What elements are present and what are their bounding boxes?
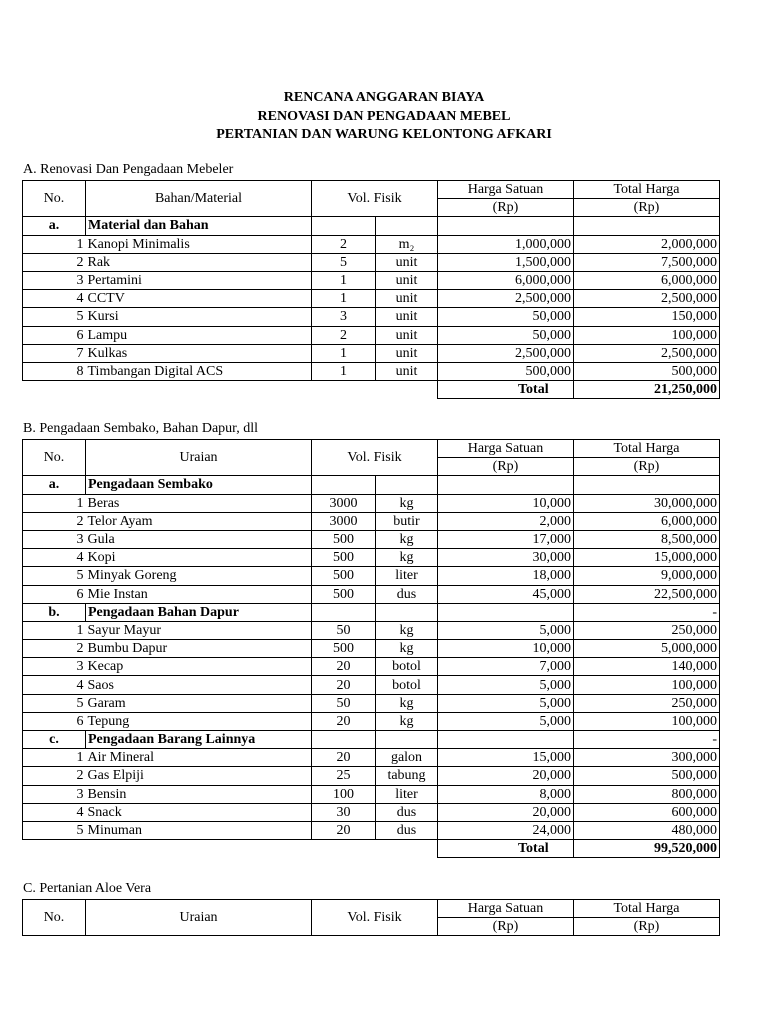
item-unit-price: 18,000 bbox=[438, 567, 574, 585]
item-unit-price: 17,000 bbox=[438, 530, 574, 548]
item-unit: tabung bbox=[376, 767, 438, 785]
item-no: 2 bbox=[23, 512, 86, 530]
item-unit-price: 7,000 bbox=[438, 658, 574, 676]
item-no: 1 bbox=[23, 749, 86, 767]
item-unit: unit bbox=[376, 344, 438, 362]
col-header-total: Total Harga bbox=[574, 181, 720, 199]
item-volume: 1 bbox=[312, 271, 376, 289]
group-subtotal bbox=[574, 217, 720, 235]
item-unit-price: 5,000 bbox=[438, 676, 574, 694]
empty-cell bbox=[312, 476, 376, 494]
item-volume: 100 bbox=[312, 785, 376, 803]
item-unit-price: 50,000 bbox=[438, 308, 574, 326]
item-total-price: 100,000 bbox=[574, 712, 720, 730]
item-total-price: 250,000 bbox=[574, 621, 720, 639]
col-header-no: No. bbox=[23, 440, 86, 476]
item-volume: 5 bbox=[312, 253, 376, 271]
item-volume: 500 bbox=[312, 567, 376, 585]
item-name: Kecap bbox=[86, 658, 312, 676]
col-header-vol: Vol. Fisik bbox=[312, 181, 438, 217]
grand-total: 99,520,000 bbox=[574, 840, 720, 858]
item-name: Lampu bbox=[86, 326, 312, 344]
table-row bbox=[23, 712, 720, 730]
item-no: 1 bbox=[23, 621, 86, 639]
item-unit-price: 2,500,000 bbox=[438, 290, 574, 308]
item-volume: 500 bbox=[312, 549, 376, 567]
section-a-title: A. Renovasi Dan Pengadaan Mebeler bbox=[23, 162, 234, 177]
empty-cell bbox=[438, 476, 574, 494]
item-volume: 2 bbox=[312, 235, 376, 253]
item-unit-price: 6,000,000 bbox=[438, 271, 574, 289]
item-unit: unit bbox=[376, 290, 438, 308]
table-row bbox=[23, 494, 720, 512]
item-unit: unit bbox=[376, 326, 438, 344]
item-unit-price: 1,500,000 bbox=[438, 253, 574, 271]
group-row bbox=[23, 217, 720, 235]
item-no: 3 bbox=[23, 658, 86, 676]
item-unit-price: 15,000 bbox=[438, 749, 574, 767]
item-unit: butir bbox=[376, 512, 438, 530]
total-label: Total bbox=[438, 381, 574, 399]
item-total-price: 300,000 bbox=[574, 749, 720, 767]
item-name: Kulkas bbox=[86, 344, 312, 362]
item-unit: dus bbox=[376, 803, 438, 821]
item-name: Snack bbox=[86, 803, 312, 821]
col-header-price: Harga Satuan bbox=[438, 440, 574, 458]
item-no: 5 bbox=[23, 694, 86, 712]
item-unit: kg bbox=[376, 530, 438, 548]
table-row bbox=[23, 253, 720, 271]
item-total-price: 5,000,000 bbox=[574, 640, 720, 658]
item-volume: 20 bbox=[312, 749, 376, 767]
item-volume: 3000 bbox=[312, 494, 376, 512]
item-name: Kopi bbox=[86, 549, 312, 567]
col-header-price: Harga Satuan bbox=[438, 900, 574, 918]
col-header-price-unit: (Rp) bbox=[438, 918, 574, 936]
item-volume: 3000 bbox=[312, 512, 376, 530]
section-c-table bbox=[22, 899, 720, 936]
item-volume: 20 bbox=[312, 658, 376, 676]
item-volume: 500 bbox=[312, 640, 376, 658]
group-name: Pengadaan Bahan Dapur bbox=[86, 603, 312, 621]
group-row bbox=[23, 603, 720, 621]
item-unit: liter bbox=[376, 785, 438, 803]
group-subtotal: - bbox=[574, 603, 720, 621]
col-header-total: Total Harga bbox=[574, 900, 720, 918]
table-row bbox=[23, 326, 720, 344]
item-unit: unit bbox=[376, 362, 438, 380]
header-row bbox=[23, 440, 720, 458]
table-row bbox=[23, 549, 720, 567]
empty-cell bbox=[23, 381, 438, 399]
table-row bbox=[23, 676, 720, 694]
col-header-material: Bahan/Material bbox=[86, 181, 312, 217]
empty-cell bbox=[376, 217, 438, 235]
group-name: Pengadaan Barang Lainnya bbox=[86, 731, 312, 749]
item-volume: 50 bbox=[312, 694, 376, 712]
item-unit-price: 500,000 bbox=[438, 362, 574, 380]
item-unit: dus bbox=[376, 821, 438, 839]
item-total-price: 9,000,000 bbox=[574, 567, 720, 585]
group-code: a. bbox=[23, 217, 86, 235]
item-total-price: 500,000 bbox=[574, 362, 720, 380]
col-header-total-unit: (Rp) bbox=[574, 199, 720, 217]
document-title bbox=[0, 89, 768, 145]
table-row bbox=[23, 512, 720, 530]
item-no: 5 bbox=[23, 567, 86, 585]
item-unit: kg bbox=[376, 712, 438, 730]
empty-cell bbox=[376, 476, 438, 494]
total-label: Total bbox=[438, 840, 574, 858]
item-volume: 3 bbox=[312, 308, 376, 326]
item-no: 4 bbox=[23, 676, 86, 694]
item-name: Gas Elpiji bbox=[86, 767, 312, 785]
item-unit: botol bbox=[376, 676, 438, 694]
item-unit: kg bbox=[376, 640, 438, 658]
group-row bbox=[23, 731, 720, 749]
item-unit-price: 24,000 bbox=[438, 821, 574, 839]
table-row bbox=[23, 290, 720, 308]
item-name: Kursi bbox=[86, 308, 312, 326]
item-name: Bumbu Dapur bbox=[86, 640, 312, 658]
item-total-price: 150,000 bbox=[574, 308, 720, 326]
title-line-2: RENOVASI DAN PENGADAAN MEBEL bbox=[257, 108, 511, 124]
table-row bbox=[23, 821, 720, 839]
item-unit-price: 2,000 bbox=[438, 512, 574, 530]
col-header-no: No. bbox=[23, 900, 86, 936]
item-total-price: 22,500,000 bbox=[574, 585, 720, 603]
col-header-price-unit: (Rp) bbox=[438, 199, 574, 217]
section-c-title: C. Pertanian Aloe Vera bbox=[23, 881, 152, 896]
col-header-uraian: Uraian bbox=[86, 440, 312, 476]
col-header-no: No. bbox=[23, 181, 86, 217]
item-volume: 20 bbox=[312, 821, 376, 839]
item-name: Rak bbox=[86, 253, 312, 271]
item-no: 3 bbox=[23, 530, 86, 548]
item-name: Timbangan Digital ACS bbox=[86, 362, 312, 380]
item-unit-price: 45,000 bbox=[438, 585, 574, 603]
item-name: CCTV bbox=[86, 290, 312, 308]
item-unit: kg bbox=[376, 694, 438, 712]
table-row bbox=[23, 785, 720, 803]
table-row bbox=[23, 640, 720, 658]
group-name: Material dan Bahan bbox=[86, 217, 312, 235]
total-row bbox=[23, 840, 720, 858]
col-header-uraian: Uraian bbox=[86, 900, 312, 936]
empty-cell bbox=[438, 603, 574, 621]
table-row bbox=[23, 235, 720, 253]
item-no: 1 bbox=[23, 235, 86, 253]
item-name: Gula bbox=[86, 530, 312, 548]
item-no: 5 bbox=[23, 821, 86, 839]
table-row bbox=[23, 803, 720, 821]
item-total-price: 250,000 bbox=[574, 694, 720, 712]
item-no: 8 bbox=[23, 362, 86, 380]
empty-cell bbox=[23, 840, 438, 858]
table-row bbox=[23, 567, 720, 585]
section-a-body bbox=[23, 181, 720, 399]
col-header-price: Harga Satuan bbox=[438, 181, 574, 199]
item-total-price: 15,000,000 bbox=[574, 549, 720, 567]
item-unit: unit bbox=[376, 271, 438, 289]
item-unit: dus bbox=[376, 585, 438, 603]
item-unit: galon bbox=[376, 749, 438, 767]
item-name: Beras bbox=[86, 494, 312, 512]
table-row bbox=[23, 530, 720, 548]
item-name: Saos bbox=[86, 676, 312, 694]
table-row bbox=[23, 694, 720, 712]
item-total-price: 6,000,000 bbox=[574, 512, 720, 530]
item-volume: 2 bbox=[312, 326, 376, 344]
item-total-price: 2,500,000 bbox=[574, 290, 720, 308]
table-row bbox=[23, 362, 720, 380]
item-unit-price: 5,000 bbox=[438, 621, 574, 639]
item-name: Minuman bbox=[86, 821, 312, 839]
item-no: 6 bbox=[23, 326, 86, 344]
col-header-price-unit: (Rp) bbox=[438, 458, 574, 476]
item-unit-price: 5,000 bbox=[438, 712, 574, 730]
item-name: Minyak Goreng bbox=[86, 567, 312, 585]
item-volume: 1 bbox=[312, 362, 376, 380]
item-no: 5 bbox=[23, 308, 86, 326]
item-name: Air Mineral bbox=[86, 749, 312, 767]
table-row bbox=[23, 767, 720, 785]
item-unit-price: 20,000 bbox=[438, 767, 574, 785]
item-unit-price: 5,000 bbox=[438, 694, 574, 712]
item-total-price: 100,000 bbox=[574, 676, 720, 694]
item-volume: 20 bbox=[312, 676, 376, 694]
title-line-1: RENCANA ANGGARAN BIAYA bbox=[283, 90, 485, 105]
item-unit-price: 8,000 bbox=[438, 785, 574, 803]
table-row bbox=[23, 658, 720, 676]
item-unit-price: 50,000 bbox=[438, 326, 574, 344]
item-no: 2 bbox=[23, 767, 86, 785]
empty-cell bbox=[376, 603, 438, 621]
header-row bbox=[23, 900, 720, 918]
col-header-vol: Vol. Fisik bbox=[312, 440, 438, 476]
item-name: Sayur Mayur bbox=[86, 621, 312, 639]
group-name: Pengadaan Sembako bbox=[86, 476, 312, 494]
item-total-price: 2,500,000 bbox=[574, 344, 720, 362]
table-row bbox=[23, 621, 720, 639]
group-code: b. bbox=[23, 603, 86, 621]
item-total-price: 140,000 bbox=[574, 658, 720, 676]
section-a-table bbox=[22, 180, 720, 399]
item-no: 6 bbox=[23, 712, 86, 730]
item-no: 6 bbox=[23, 585, 86, 603]
item-unit: unit bbox=[376, 253, 438, 271]
item-volume: 1 bbox=[312, 344, 376, 362]
item-total-price: 7,500,000 bbox=[574, 253, 720, 271]
col-header-total-unit: (Rp) bbox=[574, 458, 720, 476]
section-b-title: B. Pengadaan Sembako, Bahan Dapur, dll bbox=[23, 421, 259, 436]
item-name: Bensin bbox=[86, 785, 312, 803]
section-b-table bbox=[22, 439, 720, 858]
item-volume: 1 bbox=[312, 290, 376, 308]
group-subtotal: - bbox=[574, 731, 720, 749]
item-volume: 500 bbox=[312, 530, 376, 548]
item-total-price: 800,000 bbox=[574, 785, 720, 803]
table-row bbox=[23, 585, 720, 603]
item-unit-price: 10,000 bbox=[438, 494, 574, 512]
title-line-3: PERTANIAN DAN WARUNG KELONTONG AFKARI bbox=[216, 127, 552, 142]
item-unit: kg bbox=[376, 621, 438, 639]
item-unit-price: 1,000,000 bbox=[438, 235, 574, 253]
item-unit-price: 10,000 bbox=[438, 640, 574, 658]
item-no: 3 bbox=[23, 271, 86, 289]
item-unit-price: 20,000 bbox=[438, 803, 574, 821]
item-total-price: 600,000 bbox=[574, 803, 720, 821]
item-unit: unit bbox=[376, 308, 438, 326]
table-row bbox=[23, 271, 720, 289]
item-no: 1 bbox=[23, 494, 86, 512]
item-unit: kg bbox=[376, 494, 438, 512]
header-row bbox=[23, 181, 720, 199]
section-b-body bbox=[23, 440, 720, 858]
item-total-price: 2,000,000 bbox=[574, 235, 720, 253]
item-name: Tepung bbox=[86, 712, 312, 730]
item-total-price: 500,000 bbox=[574, 767, 720, 785]
col-header-total-unit: (Rp) bbox=[574, 918, 720, 936]
item-name: Garam bbox=[86, 694, 312, 712]
item-volume: 500 bbox=[312, 585, 376, 603]
item-name: Pertamini bbox=[86, 271, 312, 289]
empty-cell bbox=[438, 217, 574, 235]
item-unit: kg bbox=[376, 549, 438, 567]
empty-cell bbox=[312, 603, 376, 621]
table-row bbox=[23, 749, 720, 767]
col-header-total: Total Harga bbox=[574, 440, 720, 458]
group-code: c. bbox=[23, 731, 86, 749]
item-volume: 25 bbox=[312, 767, 376, 785]
group-row bbox=[23, 476, 720, 494]
item-unit: m₂ bbox=[376, 235, 438, 253]
group-code: a. bbox=[23, 476, 86, 494]
item-volume: 50 bbox=[312, 621, 376, 639]
item-volume: 30 bbox=[312, 803, 376, 821]
item-unit-price: 30,000 bbox=[438, 549, 574, 567]
item-no: 3 bbox=[23, 785, 86, 803]
table-row bbox=[23, 344, 720, 362]
item-no: 7 bbox=[23, 344, 86, 362]
item-no: 2 bbox=[23, 253, 86, 271]
empty-cell bbox=[312, 217, 376, 235]
item-volume: 20 bbox=[312, 712, 376, 730]
item-total-price: 480,000 bbox=[574, 821, 720, 839]
item-name: Mie Instan bbox=[86, 585, 312, 603]
item-name: Telor Ayam bbox=[86, 512, 312, 530]
item-no: 4 bbox=[23, 803, 86, 821]
item-total-price: 30,000,000 bbox=[574, 494, 720, 512]
empty-cell bbox=[438, 731, 574, 749]
empty-cell bbox=[376, 731, 438, 749]
table-row bbox=[23, 308, 720, 326]
item-no: 4 bbox=[23, 549, 86, 567]
item-no: 4 bbox=[23, 290, 86, 308]
item-total-price: 8,500,000 bbox=[574, 530, 720, 548]
item-total-price: 100,000 bbox=[574, 326, 720, 344]
item-unit-price: 2,500,000 bbox=[438, 344, 574, 362]
item-unit: botol bbox=[376, 658, 438, 676]
item-name: Kanopi Minimalis bbox=[86, 235, 312, 253]
col-header-vol: Vol. Fisik bbox=[312, 900, 438, 936]
empty-cell bbox=[312, 731, 376, 749]
item-unit: liter bbox=[376, 567, 438, 585]
item-total-price: 6,000,000 bbox=[574, 271, 720, 289]
grand-total: 21,250,000 bbox=[574, 381, 720, 399]
group-subtotal bbox=[574, 476, 720, 494]
total-row bbox=[23, 381, 720, 399]
item-no: 2 bbox=[23, 640, 86, 658]
